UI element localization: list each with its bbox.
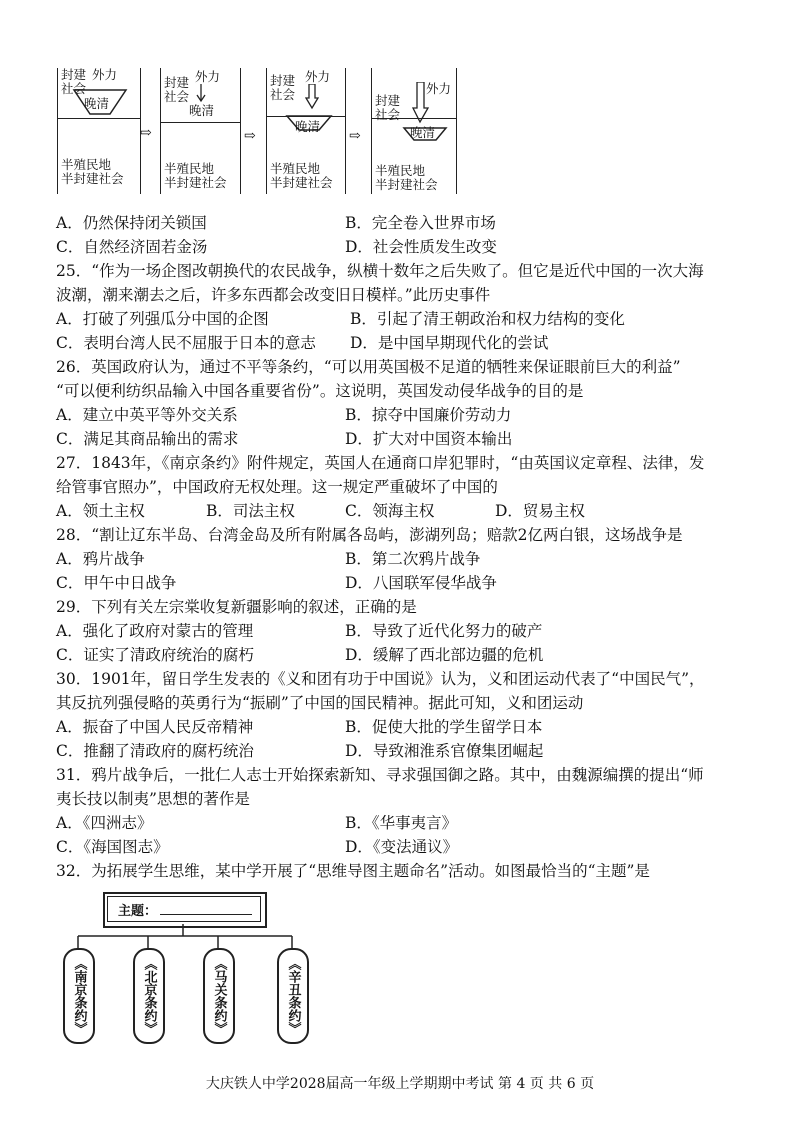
q31-stem-line2: 夷长技以制夷”思想的著作是 bbox=[56, 790, 250, 808]
q27-stem-line1: 27．1843年，《南京条约》附件规定，英国人在通商口岸犯罪时，“由英国议定章程、法律，发 bbox=[56, 454, 705, 472]
q31-stem-line1: 31．鸦片战争后，一批仁人志士开始探索新知、寻求强国御之路。其中，由魏源编撰的提出“师 bbox=[56, 766, 704, 784]
panel-late-qing-label: 晚清 bbox=[295, 119, 321, 134]
mind-map-connectors bbox=[60, 924, 310, 950]
panel-semi-colonial-label: 半殖民地 半封建社会 bbox=[61, 157, 124, 186]
thick-down-arrow-icon bbox=[412, 82, 430, 124]
panel-feudal-label: 封建 社会 bbox=[61, 67, 87, 96]
q26-option-a: A．建立中英平等外交关系 bbox=[56, 406, 238, 424]
topic-box-inner bbox=[107, 896, 261, 922]
panel-feudal-label: 封建 社会 bbox=[375, 93, 401, 122]
q28-option-c: C．甲午中日战争 bbox=[56, 574, 177, 592]
node-beijing-treaty: 《北京条约》 bbox=[133, 948, 165, 1044]
q24-option-b: B．完全卷入世界市场 bbox=[345, 214, 496, 232]
diagram-panel-2 bbox=[160, 68, 241, 194]
q30-option-b: B．促使大批的学生留学日本 bbox=[345, 718, 543, 736]
q26-stem-line1: 26．英国政府认为，通过不平等条约，“可以用英国极不足道的牺牲来保证眼前巨大的利益” bbox=[56, 358, 681, 376]
q27-option-c: C．领海主权 bbox=[345, 502, 435, 520]
diagram-panel-4 bbox=[371, 68, 457, 194]
topic-box bbox=[103, 892, 267, 928]
q26-option-c: C．满足其商品输出的需求 bbox=[56, 430, 239, 448]
q25-stem-line2: 波潮，潮来潮去之后，许多东西都会改变旧日模样。”此历史事件 bbox=[56, 286, 491, 304]
panel-feudal-label: 封建 社会 bbox=[164, 75, 190, 104]
q28-option-b: B．第二次鸦片战争 bbox=[345, 550, 481, 568]
q25-option-d: D．是中国早期现代化的尝试 bbox=[350, 334, 549, 352]
q32-stem-line1: 32．为拓展学生思维，某中学开展了“思维导图主题命名”活动。如图最恰当的“主题”是 bbox=[56, 862, 650, 880]
q25-option-a: A．打破了列强瓜分中国的企图 bbox=[56, 310, 269, 328]
node-xinchou-treaty: 《辛丑条约》 bbox=[277, 948, 309, 1044]
q31-option-b: B．《华事夷言》 bbox=[345, 814, 458, 832]
q26-option-d: D．扩大对中国资本输出 bbox=[345, 430, 513, 448]
q25-stem-line1: 25．“作为一场企图改朝换代的农民战争，纵横十数年之后失败了。但它是近代中国的一次大海 bbox=[56, 262, 704, 280]
q30-option-c: C．推翻了清政府的腐朽统治 bbox=[56, 742, 254, 760]
q31-option-c: C．《海国图志》 bbox=[56, 838, 169, 856]
panel-semi-colonial-label: 半殖民地 半封建社会 bbox=[375, 163, 438, 192]
q28-option-d: D．八国联军侵华战争 bbox=[345, 574, 497, 592]
q29-option-b: B．导致了近代化努力的破产 bbox=[345, 622, 543, 640]
panel-force-label: 外力 bbox=[305, 69, 331, 84]
q26-option-b: B．掠夺中国廉价劳动力 bbox=[345, 406, 512, 424]
q31-option-d: D．《变法通议》 bbox=[345, 838, 459, 856]
q30-option-a: A．振奋了中国人民反帝精神 bbox=[56, 718, 254, 736]
panel-feudal-label: 封建 社会 bbox=[270, 73, 296, 102]
diagram-panel-1 bbox=[57, 68, 141, 194]
arrow-right-icon: ⇨ bbox=[244, 128, 256, 144]
topic-blank-line bbox=[160, 914, 252, 915]
panel-semi-colonial-label: 半殖民地 半封建社会 bbox=[270, 161, 333, 190]
q24-option-d: D．社会性质发生改变 bbox=[345, 238, 497, 256]
q25-option-b: B．引起了清王朝政治和权力结构的变化 bbox=[350, 310, 625, 328]
panel-force-label: 外力 bbox=[426, 81, 452, 96]
q27-option-d: D．贸易主权 bbox=[495, 502, 585, 520]
q26-stem-line2: “可以便利纺织品输入中国各重要省份”。这说明，英国发动侵华战争的目的是 bbox=[56, 382, 584, 400]
q27-stem-line2: 给管事官照办”，中国政府无权处理。这一规定严重破坏了中国的 bbox=[56, 478, 498, 496]
diagram-panel-3 bbox=[266, 68, 346, 194]
node-maguan-treaty: 《马关条约》 bbox=[203, 948, 235, 1044]
q28-option-a: A．鸦片战争 bbox=[56, 550, 145, 568]
panel-force-label: 外力 bbox=[195, 69, 221, 84]
q30-stem-line1: 30．1901年，留日学生发表的《义和团有功于中国说》认为，义和团运动代表了“中国民气”， bbox=[56, 670, 705, 688]
panel-late-qing-label: 晚清 bbox=[84, 96, 110, 111]
arrow-right-icon: ⇨ bbox=[140, 125, 152, 141]
q24-option-a: A．仍然保持闭关锁国 bbox=[56, 214, 207, 232]
panel-semi-colonial-label: 半殖民地 半封建社会 bbox=[164, 161, 227, 190]
q27-option-b: B．司法主权 bbox=[206, 502, 295, 520]
page-footer: 大庆铁人中学2028届高一年级上学期期中考试 第 4 页 共 6 页 bbox=[205, 1076, 595, 1092]
q29-stem-line1: 29．下列有关左宗棠收复新疆影响的叙述，正确的是 bbox=[56, 598, 417, 616]
node-nanjing-treaty: 《南京条约》 bbox=[63, 948, 95, 1044]
q27-option-a: A．领土主权 bbox=[56, 502, 145, 520]
q31-option-a: A．《四洲志》 bbox=[56, 814, 153, 832]
panel-force-label: 外力 bbox=[92, 67, 118, 82]
thick-down-arrow-icon bbox=[305, 84, 319, 110]
q29-option-c: C．证实了清政府统治的腐朽 bbox=[56, 646, 254, 664]
q30-stem-line2: 其反抗列强侵略的英勇行为“振刷”了中国的国民精神。据此可知，义和团运动 bbox=[56, 694, 584, 712]
topic-label: 主题： bbox=[118, 904, 158, 919]
q29-option-a: A．强化了政府对蒙古的管理 bbox=[56, 622, 254, 640]
q24-option-c: C．自然经济固若金汤 bbox=[56, 238, 208, 256]
arrow-right-icon: ⇨ bbox=[349, 128, 361, 144]
q28-stem-line1: 28．“割让辽东半岛、台湾金岛及所有附属各岛屿，澎湖列岛；赔款2亿两白银，这场战争是 bbox=[56, 526, 683, 544]
down-arrow-icon bbox=[195, 84, 207, 104]
panel-late-qing-label: 晚清 bbox=[410, 125, 436, 140]
q30-option-d: D．导致湘淮系官僚集团崛起 bbox=[345, 742, 544, 760]
q25-option-c: C．表明台湾人民不屈服于日本的意志 bbox=[56, 334, 316, 352]
panel-late-qing-label: 晚清 bbox=[189, 103, 215, 118]
q29-option-d: D．缓解了西北部边疆的危机 bbox=[345, 646, 544, 664]
